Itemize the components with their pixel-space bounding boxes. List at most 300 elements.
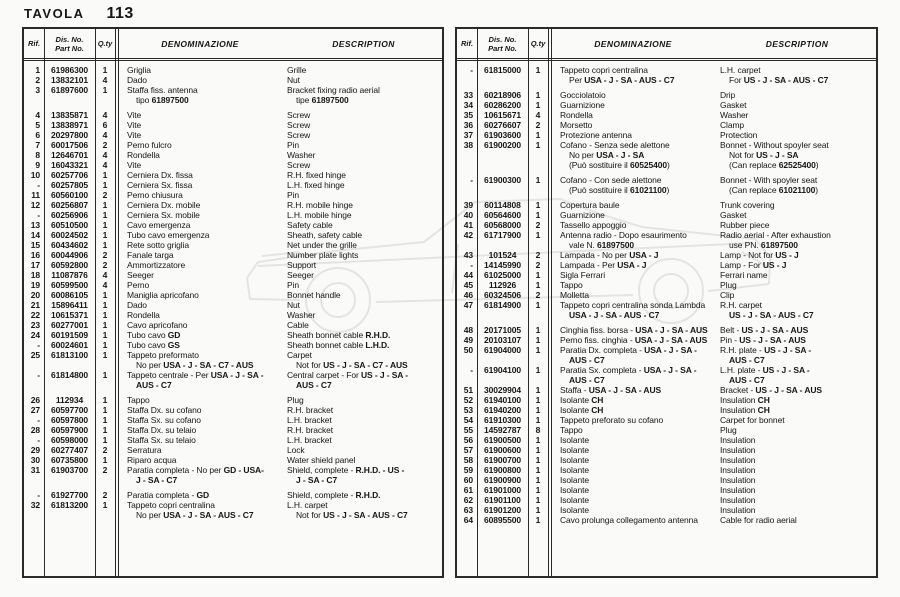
cell-line: Serratura [127, 445, 162, 455]
cell-part-no [44, 290, 95, 300]
table-row [457, 415, 876, 425]
cell-line: Staffa fiss. antenna [127, 85, 198, 95]
cell-rif [24, 330, 44, 340]
cell-line: 16043321 [50, 160, 89, 170]
cell-line: 61904000 [483, 345, 522, 355]
cell-line: Radio aerial - After exhaustion [720, 230, 831, 240]
cell-line: 60895500 [483, 515, 522, 525]
cell-rif [24, 500, 44, 520]
cell-line: Number plate lights [287, 250, 359, 260]
cell-line: 60599500 [50, 280, 89, 290]
cell-description [718, 435, 876, 445]
cell-description [718, 345, 876, 365]
cell-part-no [477, 200, 528, 210]
cell-rif [457, 385, 477, 395]
cell-line: 1 [535, 270, 541, 280]
cell-line: 8 [535, 425, 541, 435]
cell-part-no [477, 270, 528, 280]
cell-line: Perno [127, 280, 150, 290]
cell-line: Tappeto preforato su cofano [560, 415, 664, 425]
cell-line: Carpet for bonnet [720, 415, 785, 425]
cell-line: Isolante [560, 465, 589, 475]
cell-denominazione [548, 335, 718, 345]
cell-part-no [44, 500, 95, 520]
cell-qty [95, 300, 115, 310]
cell-description [285, 415, 442, 425]
cell-denominazione [548, 65, 718, 85]
cell-line: 1 [535, 395, 541, 405]
table-row [24, 435, 442, 445]
cell-part-no [477, 385, 528, 395]
table-row [24, 405, 442, 415]
cell-line: 60024601 [50, 340, 89, 350]
column-divider [115, 29, 116, 576]
cell-line: 2 [535, 250, 541, 260]
cell-denominazione [115, 270, 285, 280]
cell-description [718, 425, 876, 435]
cell-line: - [470, 65, 473, 75]
cell-line: Nut [287, 300, 300, 310]
cell-line: Screw [287, 130, 311, 140]
cell-line: 9 [35, 160, 40, 170]
cell-line: Isolante [560, 495, 589, 505]
table-row [457, 435, 876, 445]
cell-denominazione [115, 490, 285, 500]
cell-line: 61901100 [484, 495, 521, 505]
cell-line: 4 [102, 110, 108, 120]
cell-part-no [44, 85, 95, 105]
cell-line: 21 [30, 300, 40, 310]
cell-denominazione [115, 340, 285, 350]
cell-line-continuation: (Can replace 62525400) [729, 160, 819, 170]
table-row [457, 325, 876, 335]
cell-line: Carpet [287, 350, 312, 360]
cell-denominazione [548, 300, 718, 320]
cell-part-no [477, 140, 528, 170]
cell-denominazione [548, 435, 718, 445]
cell-line: Morsetto [560, 120, 593, 130]
cell-line: Cerniera Dx. mobile [127, 200, 201, 210]
cell-rif [457, 425, 477, 435]
cell-denominazione [115, 425, 285, 435]
cell-line: Cerniera Dx. fissa [127, 170, 193, 180]
cell-line-continuation: AUS - C7 [729, 355, 765, 365]
cell-line: Tappo [560, 280, 583, 290]
cell-part-no [44, 455, 95, 465]
cell-qty [95, 330, 115, 340]
cell-line: Support [287, 260, 317, 270]
cell-line: 19 [30, 280, 40, 290]
cell-line: 60257706 [50, 170, 89, 180]
cell-rif [457, 325, 477, 335]
header-dis-no: Dis. No. [55, 34, 84, 44]
cell-line: 60564600 [483, 210, 522, 220]
cell-line: Isolante [560, 505, 589, 515]
cell-rif [24, 85, 44, 105]
table-row [457, 270, 876, 280]
cell-denominazione [115, 210, 285, 220]
table-row [24, 140, 442, 150]
table-row [24, 85, 442, 105]
cell-denominazione [548, 485, 718, 495]
cell-denominazione [115, 320, 285, 330]
cell-denominazione [115, 180, 285, 190]
header-rif: Rif. [460, 39, 474, 48]
cell-description [285, 240, 442, 250]
cell-line: 61900800 [483, 465, 522, 475]
cell-rif [457, 65, 477, 85]
cell-part-no [477, 455, 528, 465]
cell-qty [95, 280, 115, 290]
cell-denominazione [548, 465, 718, 475]
cell-line: L.H. plate - US - J - SA - [720, 365, 810, 375]
cell-part-no [44, 160, 95, 170]
cell-denominazione [115, 290, 285, 300]
cell-line: 29 [30, 445, 40, 455]
cell-description [718, 495, 876, 505]
cell-line: 61814800 [50, 370, 89, 380]
cell-line: Insulation CH [720, 405, 770, 415]
cell-qty [95, 230, 115, 240]
cell-qty [95, 170, 115, 180]
cell-line: L.H. bracket [287, 435, 332, 445]
cell-denominazione [548, 515, 718, 525]
cell-line: 1 [535, 435, 541, 445]
cell-line: 60592800 [50, 260, 89, 270]
cell-part-no [477, 90, 528, 100]
cell-line: Sheath bonnet cable R.H.D. [287, 330, 391, 340]
cell-rif [457, 290, 477, 300]
cell-line: 61903700 [50, 465, 89, 475]
cell-line: 41 [463, 220, 473, 230]
cell-description [285, 140, 442, 150]
cell-line: 40 [463, 210, 473, 220]
cell-line: 1 [535, 335, 541, 345]
cell-part-no [44, 120, 95, 130]
cell-denominazione [115, 250, 285, 260]
cell-denominazione [548, 260, 718, 270]
cell-denominazione [115, 65, 285, 75]
cell-line: Rondella [127, 150, 160, 160]
cell-qty [95, 180, 115, 190]
table-body-right [457, 61, 876, 525]
table-row [24, 220, 442, 230]
cell-line: 42 [463, 230, 473, 240]
cell-line: Bonnet - With spoyler seat [720, 175, 818, 185]
table-row [457, 365, 876, 385]
cell-description [718, 475, 876, 485]
cell-line: L.H. fixed hinge [287, 180, 345, 190]
cell-line: Staffa Sx. su cofano [127, 415, 201, 425]
cell-rif [457, 365, 477, 385]
cell-line-continuation: AUS - C7 [729, 375, 765, 385]
cell-line-continuation: (Può sostituire il 60525400) [569, 160, 670, 170]
cell-denominazione [548, 345, 718, 365]
cell-rif [457, 110, 477, 120]
cell-line: 50 [463, 345, 473, 355]
cell-line: Bracket - US - J - SA - AUS [720, 385, 822, 395]
table-row [457, 515, 876, 525]
cell-denominazione [548, 385, 718, 395]
cell-line: R.H. mobile hinge [287, 200, 353, 210]
cell-line: 2 [35, 75, 40, 85]
cell-line: 1 [102, 200, 108, 210]
cell-description [718, 90, 876, 100]
cell-line: Vite [127, 110, 142, 120]
cell-denominazione [115, 435, 285, 445]
cell-line: 60114808 [484, 200, 521, 210]
cell-line: Bracket fixing radio aerial [287, 85, 380, 95]
cell-line-continuation: For US - J - SA - AUS - C7 [729, 75, 829, 85]
cell-line: Tappeto copri centralina [560, 65, 648, 75]
cell-line: 1 [535, 385, 541, 395]
cell-description [285, 425, 442, 435]
cell-denominazione [115, 405, 285, 415]
cell-line: 38 [463, 140, 473, 150]
cell-line: Gocciolatoio [560, 90, 606, 100]
cell-qty [95, 130, 115, 140]
cell-description [285, 170, 442, 180]
cell-denominazione [548, 405, 718, 415]
cell-line-continuation: J - SA - C7 [296, 475, 338, 485]
cell-line: Screw [287, 110, 311, 120]
table-row [24, 350, 442, 370]
cell-qty [528, 335, 548, 345]
cell-rif [457, 250, 477, 260]
cell-line: 57 [463, 445, 473, 455]
cell-line: 1 [535, 475, 541, 485]
cell-line: - [470, 260, 473, 270]
cell-description [718, 505, 876, 515]
cell-line: Cofano - Senza sede alettone [560, 140, 670, 150]
cell-line: 1 [535, 365, 541, 375]
cell-rif [24, 220, 44, 230]
cell-line: 60191509 [50, 330, 89, 340]
cell-denominazione [548, 445, 718, 455]
cell-line: Insulation [720, 435, 756, 445]
cell-part-no [44, 190, 95, 200]
header-qty: Q.ty [530, 39, 546, 48]
cell-qty [528, 230, 548, 250]
cell-line-continuation: (Can replace 61021100) [729, 185, 819, 195]
table-row [457, 100, 876, 110]
cell-line: Griglia [127, 65, 151, 75]
cell-qty [528, 300, 548, 320]
cell-line: 63 [463, 505, 473, 515]
cell-line: 60597900 [50, 425, 89, 435]
cell-qty [95, 110, 115, 120]
cell-line: Insulation [720, 505, 756, 515]
cell-line: 61927700 [50, 490, 89, 500]
cell-part-no [44, 425, 95, 435]
cell-part-no [44, 180, 95, 190]
cell-line: Dado [127, 75, 147, 85]
cell-line: 1 [102, 500, 108, 510]
table-row [457, 345, 876, 365]
table-row [457, 230, 876, 250]
cell-part-no [477, 435, 528, 445]
cell-description [285, 220, 442, 230]
cell-line: Fanale targa [127, 250, 174, 260]
cell-rif [24, 200, 44, 210]
cell-denominazione [115, 415, 285, 425]
cell-qty [528, 395, 548, 405]
cell-line: 44 [463, 270, 473, 280]
cell-description [718, 465, 876, 475]
cell-denominazione [548, 280, 718, 290]
cell-line: 1 [102, 395, 108, 405]
cell-line: Ammortizzatore [127, 260, 186, 270]
cell-description [285, 210, 442, 220]
cell-part-no [477, 280, 528, 290]
cell-qty [528, 270, 548, 280]
cell-line: 60 [463, 475, 473, 485]
table-row [457, 425, 876, 435]
cell-rif [457, 455, 477, 465]
cell-line: 1 [102, 290, 108, 300]
cell-rif [457, 395, 477, 405]
cell-line: Screw [287, 120, 311, 130]
cell-denominazione [115, 500, 285, 520]
cell-rif [24, 190, 44, 200]
cell-line: Cavo prolunga collegamento antenna [560, 515, 698, 525]
cell-part-no [477, 65, 528, 85]
cell-line: Seeger [287, 270, 314, 280]
cell-line: 16 [30, 250, 40, 260]
cell-part-no [477, 415, 528, 425]
cell-line: Tappo [560, 425, 583, 435]
column-divider [477, 29, 478, 576]
cell-line: 17 [30, 260, 40, 270]
cell-part-no [477, 210, 528, 220]
cell-rif [457, 495, 477, 505]
table-row [24, 370, 442, 390]
cell-line: Washer [287, 310, 316, 320]
cell-part-no [477, 475, 528, 485]
cell-line: 32 [30, 500, 40, 510]
cell-qty [528, 515, 548, 525]
cell-line: 1 [102, 240, 108, 250]
cell-description [285, 150, 442, 160]
cell-rif [24, 120, 44, 130]
cell-line: 4 [102, 75, 108, 85]
cell-line: Cavo emergenza [127, 220, 191, 230]
cell-description [285, 350, 442, 370]
cell-line: 12 [30, 200, 40, 210]
cell-line-continuation: Not for US - J - SA - AUS - C7 [296, 510, 408, 520]
cell-line: 1 [535, 130, 541, 140]
cell-line: 60434602 [50, 240, 89, 250]
cell-qty [528, 435, 548, 445]
cell-line: 30 [30, 455, 40, 465]
cell-line: 1 [102, 350, 108, 360]
cell-part-no [477, 485, 528, 495]
cell-rif [24, 240, 44, 250]
cell-denominazione [548, 140, 718, 170]
header-part-no-line: Part No. [55, 43, 84, 53]
cell-line: Drip [720, 90, 736, 100]
cell-line: Lamp - Not for US - J [720, 250, 799, 260]
cell-qty [95, 210, 115, 220]
cell-line: 30029904 [483, 385, 522, 395]
cell-qty [528, 365, 548, 385]
cell-line: 3 [35, 85, 40, 95]
cell-part-no [477, 365, 528, 385]
cell-line: Insulation [720, 485, 756, 495]
tavola-number: 113 [106, 5, 134, 22]
cell-description [718, 280, 876, 290]
cell-part-no [44, 310, 95, 320]
cell-line: Perno chiusura [127, 190, 183, 200]
cell-rif [457, 280, 477, 290]
cell-line: Plug [287, 395, 304, 405]
cell-line: 2 [102, 465, 108, 475]
cell-line: 54 [463, 415, 473, 425]
cell-line: Cable for radio aerial [720, 515, 797, 525]
cell-qty [95, 75, 115, 85]
cell-line: 60510500 [50, 220, 89, 230]
cell-line-continuation: AUS - C7 [136, 380, 172, 390]
cell-rif [24, 75, 44, 85]
cell-line: Sheath bonnet cable L.H.D. [287, 340, 390, 350]
cell-qty [528, 200, 548, 210]
cell-denominazione [115, 160, 285, 170]
cell-denominazione [115, 300, 285, 310]
cell-line: 2 [102, 260, 108, 270]
header-part-no [44, 35, 95, 53]
cell-line: 1 [535, 515, 541, 525]
cell-qty [95, 120, 115, 130]
cell-line: Clamp [720, 120, 745, 130]
cell-qty [528, 120, 548, 130]
cell-line: Paratia completa - No per GD - USA- [127, 465, 264, 475]
cell-line: 1 [535, 100, 541, 110]
cell-denominazione [115, 445, 285, 455]
cell-line: 1 [102, 370, 108, 380]
cell-line-continuation: vale N. 61897500 [569, 240, 635, 250]
cell-qty [95, 85, 115, 105]
cell-line: 1 [102, 220, 108, 230]
cell-qty [95, 405, 115, 415]
cell-line: 6 [102, 120, 108, 130]
cell-line-continuation: US - J - SA - AUS - C7 [729, 310, 814, 320]
cell-line: Staffa - USA - J - SA - AUS [560, 385, 662, 395]
cell-rif [457, 140, 477, 170]
table-row [457, 140, 876, 170]
cell-description [718, 110, 876, 120]
table-row [24, 250, 442, 260]
cell-line: 1 [535, 140, 541, 150]
cell-line: 62 [463, 495, 473, 505]
table-row [24, 110, 442, 120]
cell-line: Tassello appoggio [560, 220, 627, 230]
cell-line: L.H. carpet [287, 500, 328, 510]
cell-qty [95, 190, 115, 200]
cell-description [285, 75, 442, 85]
cell-line: 61910300 [483, 415, 522, 425]
cell-part-no [477, 515, 528, 525]
cell-description [285, 280, 442, 290]
cell-qty [528, 110, 548, 120]
cell-line: 13 [30, 220, 40, 230]
cell-line: 1 [535, 485, 541, 495]
cell-line: Rubber piece [720, 220, 770, 230]
cell-line: 60324506 [483, 290, 522, 300]
cell-line: Protection [720, 130, 758, 140]
cell-denominazione [548, 270, 718, 280]
cell-rif [24, 250, 44, 260]
cell-line: Plug [720, 280, 737, 290]
